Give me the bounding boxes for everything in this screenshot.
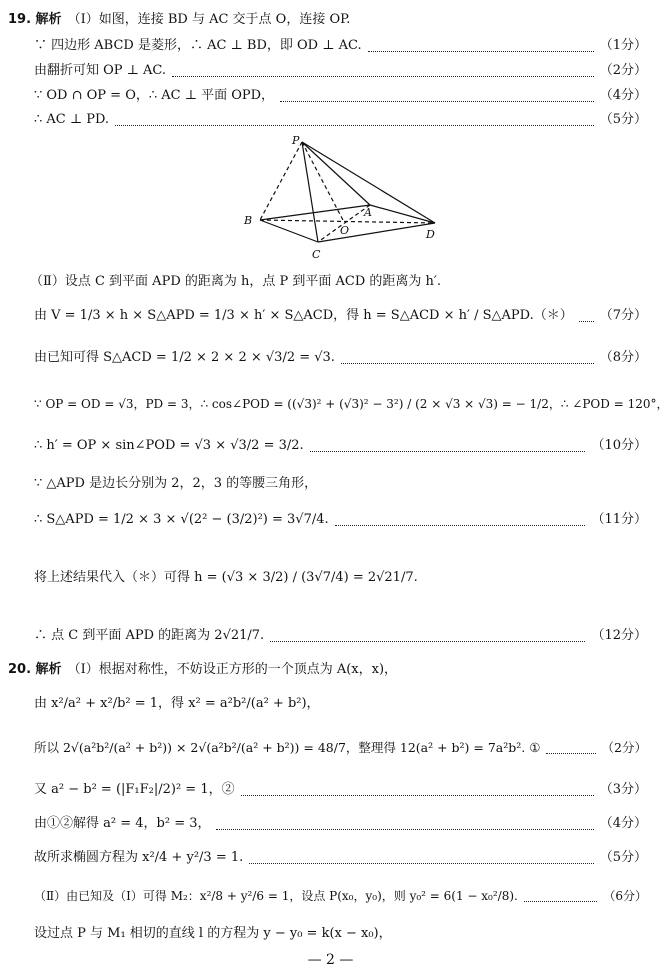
q19-line-13-text: ∴ 点 C 到平面 APD 的距离为 2√21/7. xyxy=(34,628,265,643)
q20-line-7-text: 设过点 P 与 M₁ 相切的直线 l 的方程为 y − y₀ = k(x − x₀)， xyxy=(34,926,392,941)
q20-line-5-text: 故所求椭圆方程为 x²/4 + y²/3 = 1. xyxy=(34,850,244,865)
score: （2分） xyxy=(601,740,647,755)
q20-line-4 xyxy=(34,814,647,834)
q20-line-5 xyxy=(34,848,647,868)
edge-PB xyxy=(260,142,302,220)
q20-line-1-text: 由 x²/a² + x²/b² = 1，得 x² = a²b²/(a² + b²)， xyxy=(34,696,320,711)
score: （12分） xyxy=(591,628,647,643)
q19-line-1-text: ∵ 四边形 ABCD 是菱形，∴ AC ⊥ BD，即 OD ⊥ AC. xyxy=(34,38,362,53)
leader-dots xyxy=(241,784,594,796)
q19-line-7 xyxy=(34,348,647,368)
leader-dots xyxy=(368,40,594,52)
label-O: O xyxy=(340,224,350,237)
score: （5分） xyxy=(599,850,647,865)
q19-line-9-text: ∴ h′ = OP × sin∠POD = √3 × √3/2 = 3/2. xyxy=(34,438,304,453)
q19-line-0 xyxy=(8,10,647,30)
q19-line-4-text: ∴ AC ⊥ PD. xyxy=(34,112,110,127)
q20-line-4-text: 由①②解得 a² = 4，b² = 3， xyxy=(34,816,211,831)
q19-line-5-text: （Ⅱ）设点 C 到平面 APD 的距离为 h，点 P 到平面 ACD 的距离为 h′. xyxy=(30,274,441,289)
label-A: A xyxy=(364,206,372,219)
label-D: D xyxy=(426,228,435,241)
score: （6分） xyxy=(603,889,647,903)
q19-line-5 xyxy=(30,272,647,292)
q19-line-6-text: 由 V = 1/3 × h × S△APD = 1/3 × h′ × S△ACD，得 h = S△ACD × h′ / S△APD.（＊） xyxy=(34,308,573,323)
q19-line-8 xyxy=(34,394,668,414)
edge-AD xyxy=(370,205,435,223)
leader-dots xyxy=(115,114,594,126)
edge-BA xyxy=(260,205,370,220)
q19-line-10 xyxy=(34,474,647,494)
q19-line-12 xyxy=(34,568,647,588)
leader-dots xyxy=(524,890,598,902)
leader-dots xyxy=(335,514,586,526)
edge-BC xyxy=(260,220,318,242)
q19-line-0-text: （Ⅰ）如图，连接 BD 与 AC 交于点 O，连接 OP. xyxy=(67,12,351,27)
q19-line-7-text: 由已知可得 S△ACD = 1/2 × 2 × 2 × √3/2 = √3. xyxy=(34,350,335,365)
score: （4分） xyxy=(599,816,647,831)
q20-line-1 xyxy=(34,694,647,714)
q20-line-0 xyxy=(8,660,647,680)
q19-line-11-text: ∴ S△APD = 1/2 × 3 × √(2² − (3/2)²) = 3√7/4. xyxy=(34,512,329,527)
q20-line-2-text: 所以 2√(a²b²/(a² + b²)) × 2√(a²b²/(a² + b²)) = 48/7，整理得 12(a² + b²) = 7a²b². ① xyxy=(34,740,541,755)
score: （10分） xyxy=(591,438,647,453)
q19-line-2-text: 由翻折可知 OP ⊥ AC. xyxy=(34,63,167,78)
label-C: C xyxy=(312,248,321,261)
q19-line-10-text: ∵ △APD 是边长分别为 2，2，3 的等腰三角形， xyxy=(34,476,318,491)
leader-dots xyxy=(310,440,586,452)
label-B: B xyxy=(244,214,253,227)
q19-line-9 xyxy=(34,436,647,456)
score: （5分） xyxy=(599,112,647,127)
pyramid-figure xyxy=(240,134,440,261)
score: （2分） xyxy=(599,63,647,78)
leader-dots xyxy=(546,742,595,754)
q20-line-6 xyxy=(34,886,647,906)
q19-line-8-text: ∵ OP = OD = √3，PD = 3，∴ cos∠POD = ((√3)² + (√3)² − 3²) / (2 × √3 × √3) = − 1/2，∴ ∠POD = 120°， xyxy=(34,397,668,411)
q20-line-6-text: （Ⅱ）由已知及（Ⅰ）可得 M₂：x²/8 + y²/6 = 1，设点 P(x₀，y₀)，则 y₀² = 6(1 − x₀²/8). xyxy=(34,889,518,903)
score: （3分） xyxy=(599,782,647,797)
q19-line-3-text: ∵ OD ∩ OP = O，∴ AC ⊥ 平面 OPD， xyxy=(34,88,275,103)
edge-CD xyxy=(318,223,435,242)
score: （4分） xyxy=(599,88,647,103)
score: （1分） xyxy=(599,38,647,53)
leader-dots xyxy=(172,65,594,77)
leader-dots xyxy=(341,352,594,364)
q20-line-3-text: 又 a² − b² = (|F₁F₂|/2)² = 1，② xyxy=(34,782,235,797)
page-number: — 2 — xyxy=(307,952,354,968)
score: （7分） xyxy=(599,308,647,323)
leader-dots xyxy=(216,818,593,830)
q19-line-2 xyxy=(34,61,647,81)
q19-line-12-text: 将上述结果代入（＊）可得 h = (√3 × 3/2) / (3√7/4) = 2√21/7. xyxy=(34,570,418,585)
q19-line-1 xyxy=(34,36,647,56)
leader-dots xyxy=(270,630,585,642)
edge-PA xyxy=(302,142,370,205)
score: （8分） xyxy=(599,350,647,365)
leader-dots xyxy=(280,90,594,102)
q20-line-3 xyxy=(34,780,647,800)
leader-dots xyxy=(249,852,593,864)
q19-number: 19. 解析 xyxy=(8,12,62,27)
leader-dots xyxy=(579,310,594,322)
q20-number: 20. 解析 xyxy=(8,662,62,677)
q19-line-13 xyxy=(34,626,647,646)
q20-line-2 xyxy=(34,738,647,758)
label-P: P xyxy=(292,134,300,147)
q19-line-6 xyxy=(34,306,647,326)
q19-line-3 xyxy=(34,86,647,106)
q20-line-7 xyxy=(34,924,647,944)
edge-BD xyxy=(260,220,435,223)
score: （11分） xyxy=(591,512,647,527)
q19-line-11 xyxy=(34,510,647,530)
q19-line-4 xyxy=(34,110,647,130)
q20-line-0-text: （Ⅰ）根据对称性，不妨设正方形的一个顶点为 A(x，x)， xyxy=(67,662,398,677)
